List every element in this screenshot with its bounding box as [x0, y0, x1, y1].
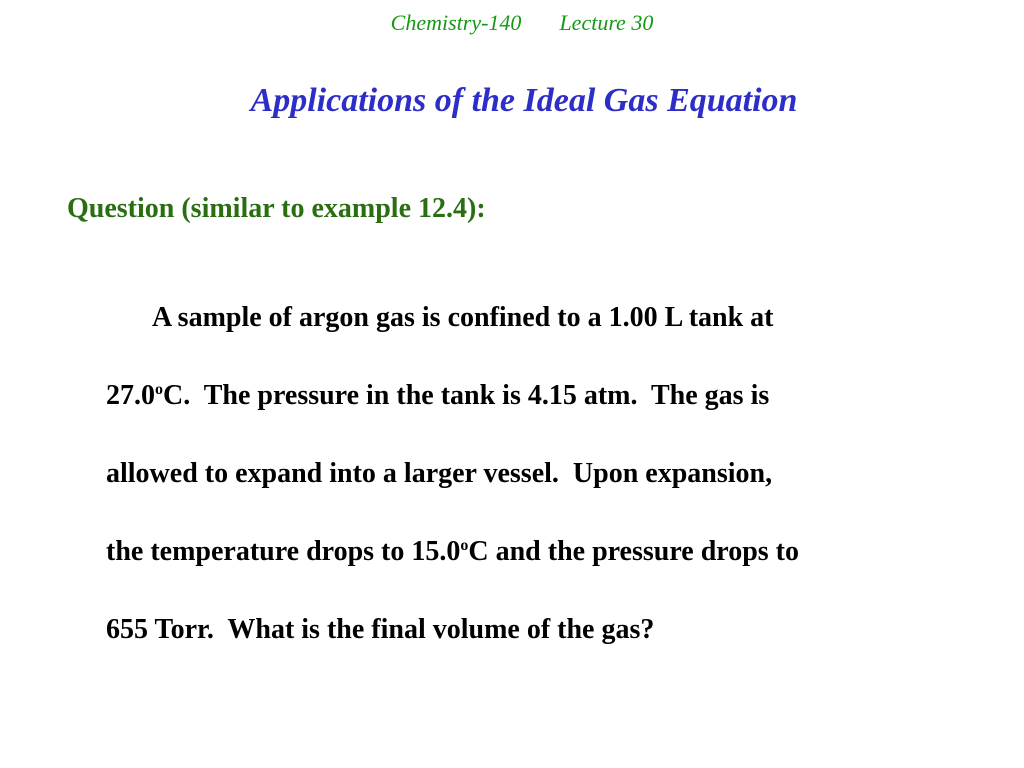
degree-symbol: o [155, 381, 163, 398]
slide-header [0, 10, 1024, 36]
problem-line-2-rest: C. The pressure in the tank is 4.15 atm. The gas is [163, 380, 770, 411]
problem-line-1: A sample of argon gas is confined to a 1.00 L tank at [152, 302, 774, 333]
problem-line-5: 655 Torr. What is the final volume of the gas? [106, 614, 655, 645]
slide-title: Applications of the Ideal Gas Equation [250, 82, 798, 119]
lecture-number: Lecture 30 [559, 10, 654, 35]
degree-symbol: o [460, 537, 469, 554]
problem-line-2 [106, 371, 769, 421]
course-name: Chemistry-140 [390, 10, 522, 35]
question-label: Question (similar to example 12.4): [67, 193, 486, 224]
problem-line-4-start: the temperature drops to 15.0 [106, 536, 461, 567]
temperature-initial-value: 27.0 [106, 380, 155, 411]
problem-line-4 [106, 527, 799, 577]
problem-line-3: allowed to expand into a larger vessel. Upon expansion, [106, 458, 773, 489]
problem-line-4-rest: C and the pressure drops to [468, 536, 799, 567]
